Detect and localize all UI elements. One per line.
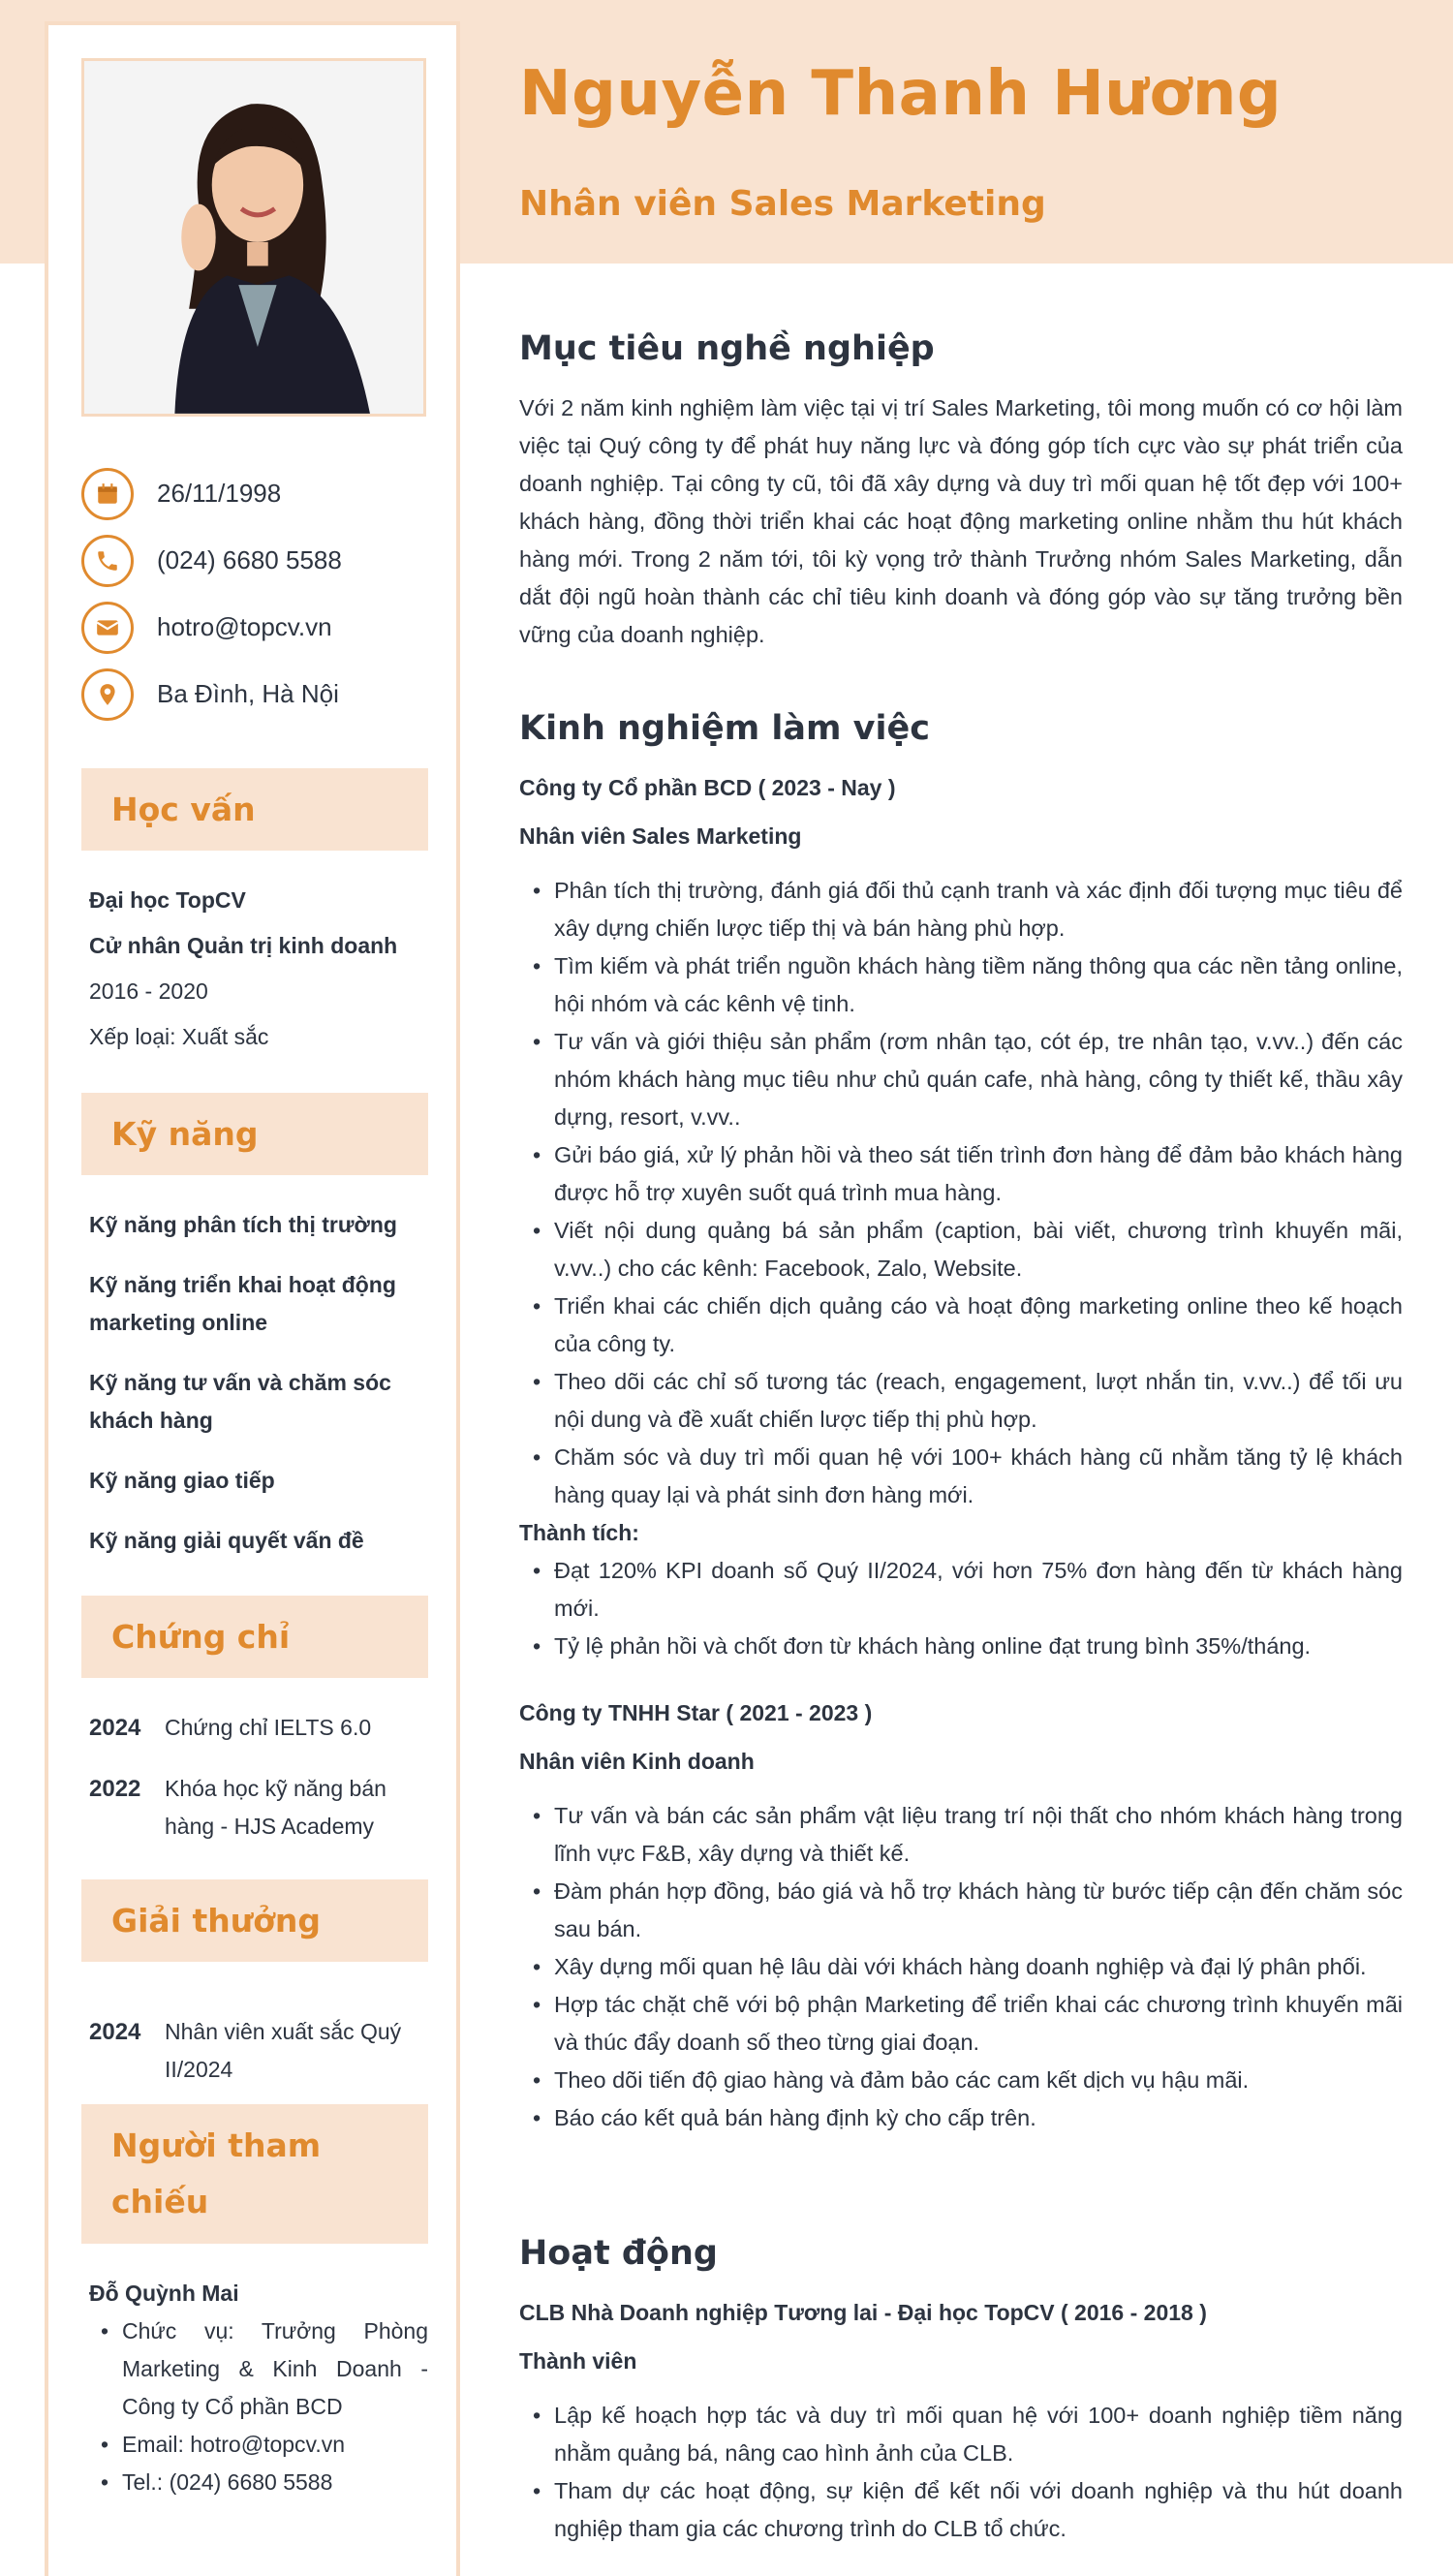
education-degree: Cử nhân Quản trị kinh doanh [89, 933, 398, 958]
contact-list [81, 467, 430, 734]
certificate-item [89, 1770, 428, 1846]
certificate-year: 2022 [89, 1776, 141, 1802]
job-duties [519, 872, 1403, 1514]
contact-email [81, 601, 430, 654]
candidate-position: Nhân viên Sales Marketing [519, 184, 1046, 224]
job-role: Nhân viên Sales Marketing [519, 823, 802, 849]
activity-item: • Tham dự các hoạt động, sự kiện để kết nối với doanh nghiệp và thu hút doanh nghiệp tham gia các chương trình do CLB tổ chức. [519, 2472, 1403, 2548]
job-duty: • Theo dõi các chỉ số tương tác (reach, engagement, lượt nhắn tin, v.vv..) để tối ưu nội dung và đề xuất chiến lược tiếp thị phù hợp. [519, 1363, 1403, 1439]
contact-phone [81, 534, 430, 587]
experience-section [519, 709, 1403, 2137]
achievement-item: • Đạt 120% KPI doanh số Quý II/2024, với hơn 75% đơn hàng đến từ khách hàng mới. [519, 1552, 1403, 1628]
certificate-name: Chứng chỉ IELTS 6.0 [165, 1715, 372, 1740]
achievements-label: Thành tích: [519, 1520, 639, 1545]
certificate-name: Khóa học kỹ năng bán hàng - HJS Academy [165, 1776, 386, 1839]
references-heading: Người tham chiếu [81, 2104, 428, 2244]
job-duties [519, 1797, 1403, 2137]
skill-item: Kỹ năng giải quyết vấn đề [89, 1528, 364, 1553]
award-year: 2024 [89, 2019, 141, 2045]
job-duty: • Xây dựng mối quan hệ lâu dài với khách hàng doanh nghiệp và đại lý phân phối. [519, 1948, 1403, 1986]
objective-section [519, 329, 1403, 654]
reference-details [89, 2312, 428, 2501]
award-item [89, 2013, 428, 2089]
contact-text: hotro@topcv.vn [157, 612, 332, 641]
reference-detail: • Chức vụ: Trưởng Phòng Marketing & Kinh Doanh - Công ty Cổ phần BCD [89, 2312, 428, 2426]
job-role: Nhân viên Kinh doanh [519, 1749, 755, 1774]
reference-detail: • Tel.: (024) 6680 5588 [89, 2464, 428, 2501]
activity-org: CLB Nhà Doanh nghiệp Tương lai - Đại học TopCV ( 2016 - 2018 ) [519, 2300, 1207, 2325]
education-school: Đại học TopCV [89, 887, 246, 913]
job-duty: • Hợp tác chặt chẽ với bộ phận Marketing để triển khai các chương trình khuyến mãi và thúc đẩy doanh số theo từng giai đoạn. [519, 1986, 1403, 2062]
job-company: Công ty Cổ phần BCD ( 2023 - Nay ) [519, 775, 896, 800]
profile-photo [81, 58, 426, 417]
section-title: Kinh nghiệm làm việc [519, 709, 930, 748]
skills-heading: Kỹ năng [81, 1093, 428, 1175]
activity-role: Thành viên [519, 2348, 637, 2374]
objective-text: Với 2 năm kinh nghiệm làm việc tại vị trí Sales Marketing, tôi mong muốn có cơ hội làm việc tại Quý công ty để phát huy năng lực và đóng góp tích cực vào sự phát triển của doanh nghiệp. Tại công ty cũ, tôi đã xây dựng và duy trì mối quan hệ tốt đẹp với 100+ khách hàng, đồng thời triển khai các hoạt động marketing online nhằm thu hút khách hàng mới. Trong 2 năm tới, tôi kỳ vọng trở thành Trưởng nhóm Sales Marketing, dẫn dắt đội ngũ hoàn thành các chỉ tiêu kinh doanh và đóng góp vào sự tăng trưởng bền vững của doanh nghiệp. [519, 395, 1403, 647]
job-duty: • Gửi báo giá, xử lý phản hồi và theo sát tiến trình đơn hàng để đảm bảo khách hàng được hỗ trợ xuyên suốt quá trình mua hàng. [519, 1136, 1403, 1212]
skill-item: Kỹ năng phân tích thị trường [89, 1212, 397, 1237]
education-years: 2016 - 2020 [89, 978, 208, 1004]
section-title: Mục tiêu nghề nghiệp [519, 329, 935, 368]
achievements-list [519, 1552, 1403, 1665]
job-duty: • Theo dõi tiến độ giao hàng và đảm bảo các cam kết dịch vụ hậu mãi. [519, 2062, 1403, 2099]
job-duty: • Tìm kiếm và phát triển nguồn khách hàng tiềm năng thông qua các nền tảng online, hội nhóm và các kênh vệ tinh. [519, 947, 1403, 1023]
envelope-icon [81, 602, 134, 654]
contact-text: 26/11/1998 [157, 479, 282, 508]
skill-item: Kỹ năng triển khai hoạt động marketing online [89, 1272, 396, 1335]
section-title: Hoạt động [519, 2234, 718, 2273]
references-block [89, 2275, 428, 2501]
achievement-item: • Tỷ lệ phản hồi và chốt đơn từ khách hàng online đạt trung bình 35%/tháng. [519, 1628, 1403, 1665]
activity-list [519, 2397, 1403, 2548]
education-heading: Học vấn [81, 768, 428, 851]
job-duty: • Chăm sóc và duy trì mối quan hệ với 100+ khách hàng cũ nhằm tăng tỷ lệ khách hàng quay lại và phát sinh đơn hàng mới. [519, 1439, 1403, 1514]
certificate-item [89, 1709, 428, 1747]
job-duty: • Báo cáo kết quả bán hàng định kỳ cho cấp trên. [519, 2099, 1403, 2137]
sidebar [45, 21, 460, 2576]
skills-list [89, 1206, 428, 1582]
calendar-icon [81, 468, 134, 520]
certificate-year: 2024 [89, 1715, 141, 1741]
award-name: Nhân viên xuất sắc Quý II/2024 [165, 2019, 402, 2082]
certificates-heading: Chứng chỉ [81, 1596, 428, 1678]
job-duty: • Tư vấn và giới thiệu sản phẩm (rơm nhân tạo, cót ép, tre nhân tạo, v.vv..) đến các nhóm khách hàng mục tiêu như chủ quán cafe, nhà hàng, công ty thiết kế, thầu xây dựng, resort, v.vv.. [519, 1023, 1403, 1136]
candidate-name: Nguyễn Thanh Hương [519, 58, 1283, 130]
contact-text: (024) 6680 5588 [157, 545, 342, 574]
education-grade: Xếp loại: Xuất sắc [89, 1024, 269, 1049]
skill-item: Kỹ năng giao tiếp [89, 1468, 275, 1493]
job-duty: • Phân tích thị trường, đánh giá đối thủ cạnh tranh và xác định đối tượng mục tiêu để xây dựng chiến lược tiếp thị và bán hàng phù hợp. [519, 872, 1403, 947]
contact-address [81, 667, 430, 721]
contact-birthday [81, 467, 430, 520]
job-duty: • Triển khai các chiến dịch quảng cáo và hoạt động marketing online theo kế hoạch của công ty. [519, 1288, 1403, 1363]
skill-item: Kỹ năng tư vấn và chăm sóc khách hàng [89, 1370, 391, 1433]
awards-heading: Giải thưởng [81, 1879, 428, 1962]
contact-text: Ba Đình, Hà Nội [157, 679, 339, 708]
phone-icon [81, 535, 134, 587]
reference-detail: • Email: hotro@topcv.vn [89, 2426, 428, 2464]
awards-list [89, 2013, 428, 2112]
reference-name: Đỗ Quỳnh Mai [89, 2281, 239, 2306]
activities-section [519, 2234, 1403, 2548]
activity-item: • Lập kế hoạch hợp tác và duy trì mối quan hệ với 100+ doanh nghiệp tiềm năng nhằm quảng bá, nâng cao hình ảnh của CLB. [519, 2397, 1403, 2472]
location-pin-icon [81, 668, 134, 721]
certificates-list [89, 1709, 428, 1869]
education-block [89, 878, 428, 1060]
job-duty: • Đàm phán hợp đồng, báo giá và hỗ trợ khách hàng từ bước tiếp cận đến chăm sóc sau bán. [519, 1873, 1403, 1948]
job-duty: • Tư vấn và bán các sản phẩm vật liệu trang trí nội thất cho nhóm khách hàng trong lĩnh vực F&B, xây dựng và thiết kế. [519, 1797, 1403, 1873]
job-company: Công ty TNHH Star ( 2021 - 2023 ) [519, 1700, 873, 1725]
job-duty: • Viết nội dung quảng bá sản phẩm (caption, bài viết, chương trình khuyến mãi, v.vv..) cho các kênh: Facebook, Zalo, Website. [519, 1212, 1403, 1288]
